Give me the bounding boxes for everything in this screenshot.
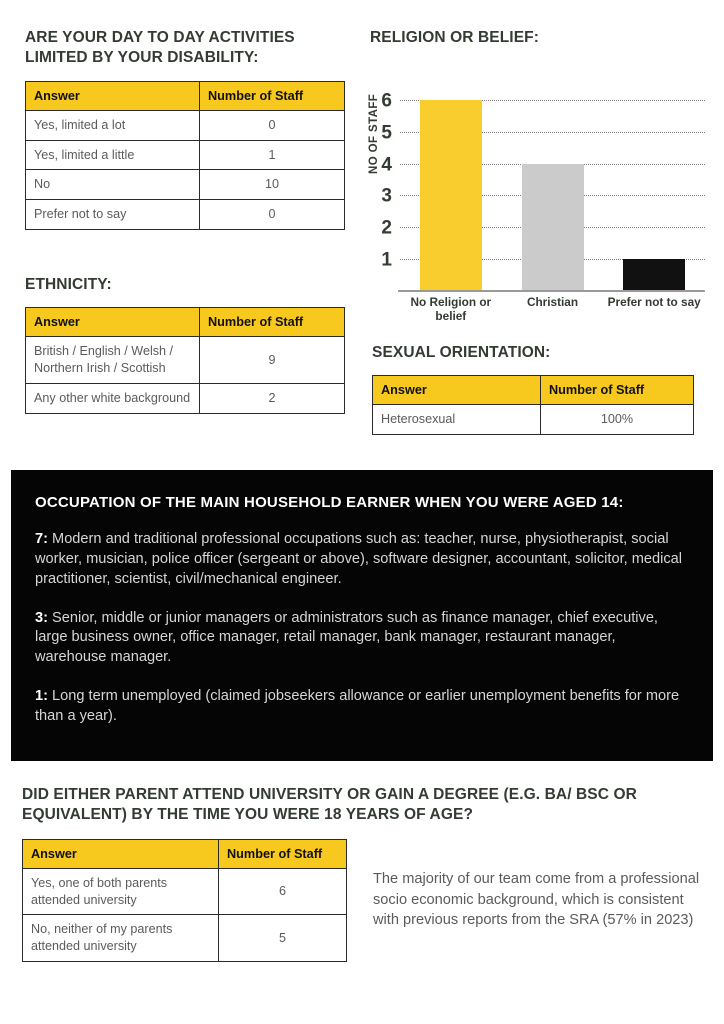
table-row — [26, 110, 345, 140]
parents-table — [22, 839, 347, 962]
column-header-count: Number of Staff — [219, 839, 347, 868]
cell-count: 0 — [200, 110, 345, 140]
column-header-count: Number of Staff — [200, 308, 345, 337]
cell-count: 0 — [200, 200, 345, 230]
religion-section — [370, 28, 710, 338]
occupation-item-count: 7: — [35, 531, 48, 547]
column-header-count: Number of Staff — [200, 81, 345, 110]
y-tick-label: 3 — [381, 185, 392, 207]
table-row — [26, 140, 345, 170]
occupation-item-count: 1: — [35, 688, 48, 705]
table-header-row — [23, 839, 347, 868]
table-row — [373, 405, 694, 435]
cell-answer: Yes, one of both parents attended university — [23, 868, 219, 914]
cell-answer: Yes, limited a little — [26, 140, 200, 170]
column-header-answer: Answer — [373, 376, 541, 405]
occupation-panel — [11, 470, 713, 761]
table-row — [26, 200, 345, 230]
cell-answer: No — [26, 170, 200, 200]
ethnicity-section — [25, 275, 355, 414]
occupation-heading: OCCUPATION OF THE MAIN HOUSEHOLD EARNER WHEN YOU WERE AGED 14: — [35, 494, 624, 511]
x-tick-label: Christian — [526, 295, 579, 310]
table-row — [23, 868, 347, 914]
table-row — [26, 337, 345, 383]
cell-count: 100% — [541, 405, 694, 435]
bar-cell — [502, 100, 604, 290]
cell-answer: Heterosexual — [373, 405, 541, 435]
y-tick-label: 1 — [381, 249, 392, 271]
sexual-orientation-section — [372, 343, 702, 435]
bar-prefer-not-to-say — [623, 259, 685, 291]
disability-heading: ARE YOUR DAY TO DAY ACTIVITIES LIMITED BY YOUR DISABILITY: — [25, 29, 295, 67]
cell-count: 2 — [200, 383, 345, 413]
occupation-item — [35, 609, 689, 669]
y-tick-label: 4 — [381, 154, 392, 176]
cell-count: 10 — [200, 170, 345, 200]
occupation-item — [35, 687, 689, 727]
parent-university-section — [22, 785, 712, 962]
cell-answer: Yes, limited a lot — [26, 110, 200, 140]
chart-x-axis-labels — [400, 296, 705, 324]
religion-heading: RELIGION OR BELIEF: — [370, 29, 539, 46]
y-tick-label: 6 — [381, 90, 392, 112]
y-tick-label: 5 — [381, 122, 392, 144]
cell-count: 9 — [200, 337, 345, 383]
parents-heading: DID EITHER PARENT ATTEND UNIVERSITY OR GAIN A DEGREE (E.G. BA/ BSC OR EQUIVALENT) BY THE TIME YOU WERE 18 YEARS OF AGE? — [22, 786, 637, 824]
table-header-row — [26, 308, 345, 337]
y-tick-label: 2 — [381, 217, 392, 239]
cell-count: 1 — [200, 140, 345, 170]
cell-answer: Prefer not to say — [26, 200, 200, 230]
table-row — [23, 915, 347, 961]
occupation-item-text: Long term unemployed (claimed jobseekers allowance or earlier unemployment benefits for more than a year). — [35, 688, 680, 724]
table-row — [26, 383, 345, 413]
disability-section — [25, 28, 355, 230]
cell-answer: No, neither of my parents attended university — [23, 915, 219, 961]
ethnicity-table — [25, 307, 345, 413]
table-header-row — [26, 81, 345, 110]
chart-baseline — [398, 290, 705, 292]
column-header-answer: Answer — [23, 839, 219, 868]
occupation-item-text: Senior, middle or junior managers or administrators such as finance manager, chief executive, large business owner, office manager, retail manager, bank manager, restaurant manager, warehouse manager. — [35, 609, 658, 666]
cell-count: 6 — [219, 868, 347, 914]
bar-no-religion — [420, 100, 482, 290]
bar-christian — [522, 164, 584, 291]
occupation-item-count: 3: — [35, 609, 48, 626]
chart-y-axis-label: NO OF STAFF — [368, 94, 380, 175]
x-tick-label: No Religion or belief — [410, 295, 492, 324]
occupation-item-text: Modern and traditional professional occupations such as: teacher, nurse, physiotherapist, social worker, musician, police officer (sergeant or above), software designer, accountant, solicitor, medical practitioner, scientist, civil/mechanical engineer. — [35, 531, 683, 587]
bar-cell — [603, 100, 705, 290]
orientation-heading: SEXUAL ORIENTATION: — [372, 344, 551, 361]
column-header-count: Number of Staff — [541, 376, 694, 405]
column-header-answer: Answer — [26, 81, 200, 110]
parents-note: The majority of our team come from a professional socio economic background, which is consistent with previous reports from the SRA (57% in 2023) — [373, 870, 700, 929]
cell-count: 5 — [219, 915, 347, 961]
table-row — [26, 170, 345, 200]
column-header-answer: Answer — [26, 308, 200, 337]
orientation-table — [372, 375, 694, 435]
religion-bar-chart — [370, 70, 710, 338]
chart-bars — [400, 100, 705, 290]
ethnicity-heading: ETHNICITY: — [25, 276, 112, 293]
cell-answer: Any other white background — [26, 383, 200, 413]
cell-answer: British / English / Welsh / Northern Irish / Scottish — [26, 337, 200, 383]
bar-cell — [400, 100, 502, 290]
table-header-row — [373, 376, 694, 405]
disability-table — [25, 81, 345, 230]
x-tick-label: Prefer not to say — [607, 295, 701, 310]
occupation-item — [35, 530, 689, 590]
